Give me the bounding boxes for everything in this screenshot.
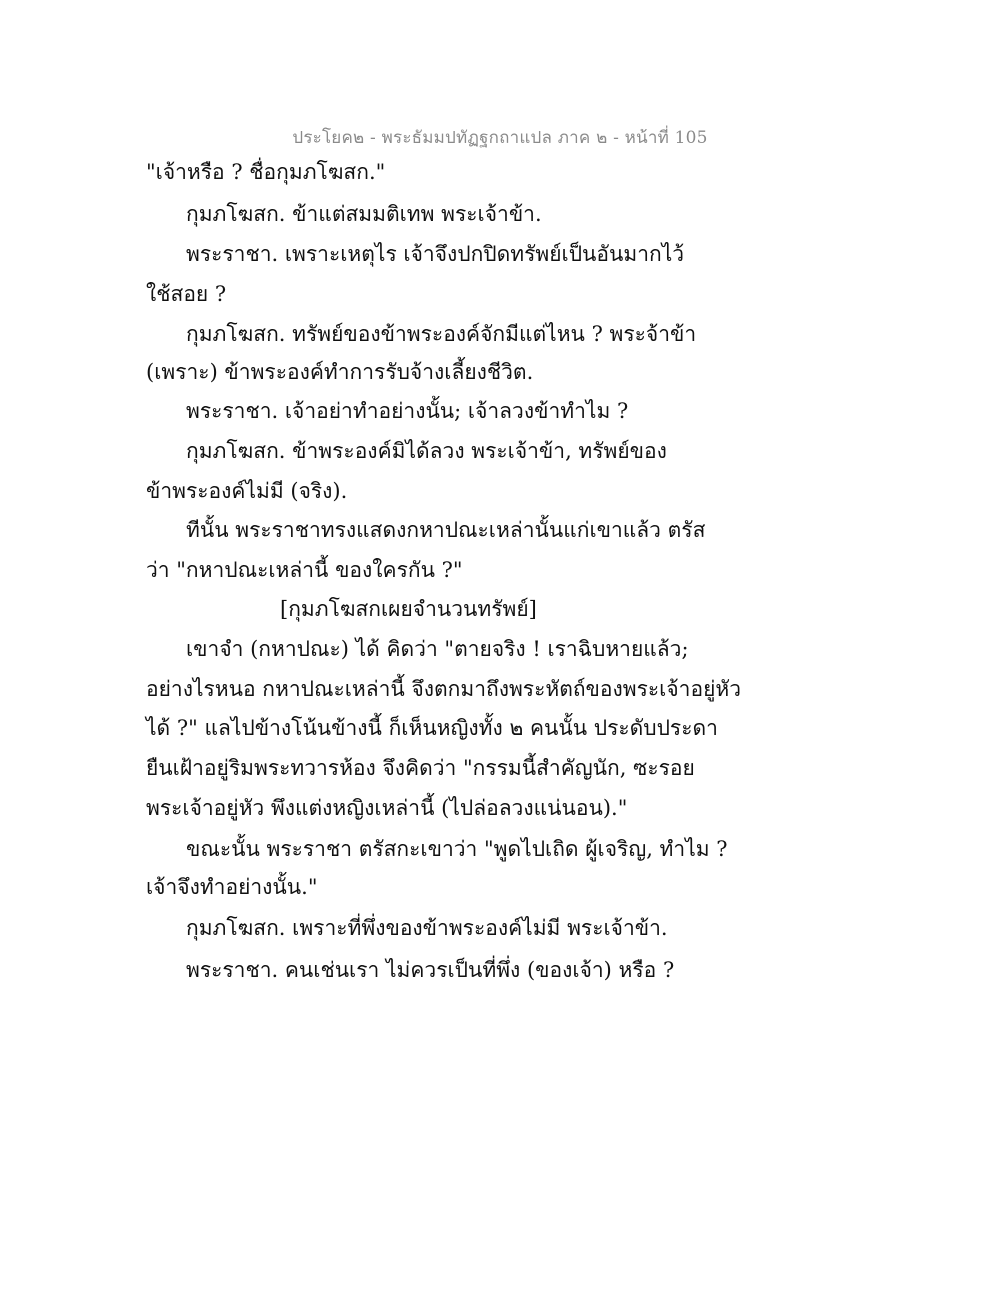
text-line: พระราชา. เพราะเหตุไร เจ้าจึงปกปิดทรัพย์เป็นอันมากไว้ (186, 242, 685, 266)
text-line: ยืนเฝ้าอยู่ริมพระทวารห้อง จึงคิดว่า "กรรมนี้สำคัญนัก, ซะรอย (146, 756, 695, 780)
text-line: ขณะนั้น พระราชา ตรัสกะเขาว่า "พูดไปเถิด ผู้เจริญ, ทำไม ? (186, 837, 728, 861)
text-line: ทีนั้น พระราชาทรงแสดงกหาปณะเหล่านั้นแก่เขาแล้ว ตรัส (186, 518, 706, 542)
text-line: ข้าพระองค์ไม่มี (จริง). (146, 479, 348, 503)
text-line: พระราชา. คนเช่นเรา ไม่ควรเป็นที่พึ่ง (ของเจ้า) หรือ ? (186, 958, 675, 982)
text-line: พระราชา. เจ้าอย่าทำอย่างนั้น; เจ้าลวงข้าทำไม ? (186, 399, 629, 423)
text-line: เจ้าจึงทำอย่างนั้น." (146, 875, 318, 899)
text-line: ใช้สอย ? (146, 282, 227, 306)
text-line: ว่า "กหาปณะเหล่านี้ ของใครกัน ?" (146, 558, 463, 582)
section-heading: [กุมภโฆสกเผยจำนวนทรัพย์] (280, 597, 537, 621)
page-header: ประโยค๒ - พระธัมมปทัฏฐกถาแปล ภาค ๒ - หน้าที่ 105 (292, 128, 708, 148)
text-line: กุมภโฆสก. เพราะที่พึ่งของข้าพระองค์ไม่มี พระเจ้าข้า. (186, 916, 668, 940)
text-line: เขาจำ (กหาปณะ) ได้ คิดว่า "ตายจริง ! เราฉิบหายแล้ว; (186, 637, 689, 661)
text-line: อย่างไรหนอ กหาปณะเหล่านี้ จึงตกมาถึงพระหัตถ์ของพระเจ้าอยู่หัว (146, 677, 742, 701)
text-line: (เพราะ) ข้าพระองค์ทำการรับจ้างเลี้ยงชีวิต. (146, 360, 534, 384)
text-line: ได้ ?" แลไปข้างโน้นข้างนี้ ก็เห็นหญิงทั้ง ๒ คนนั้น ประดับประดา (146, 716, 718, 740)
text-line: กุมภโฆสก. ข้าพระองค์มิได้ลวง พระเจ้าข้า, ทรัพย์ของ (186, 439, 667, 463)
text-line: พระเจ้าอยู่หัว พึงแต่งหญิงเหล่านี้ (ไปล่อลวงแน่นอน)." (146, 796, 628, 820)
text-line: "เจ้าหรือ ? ชื่อกุมภโฆสก." (146, 160, 386, 184)
text-line: กุมภโฆสก. ทรัพย์ของข้าพระองค์จักมีแต่ไหน ? พระจ้าข้า (186, 322, 697, 346)
text-line: กุมภโฆสก. ข้าแต่สมมติเทพ พระเจ้าข้า. (186, 202, 542, 226)
